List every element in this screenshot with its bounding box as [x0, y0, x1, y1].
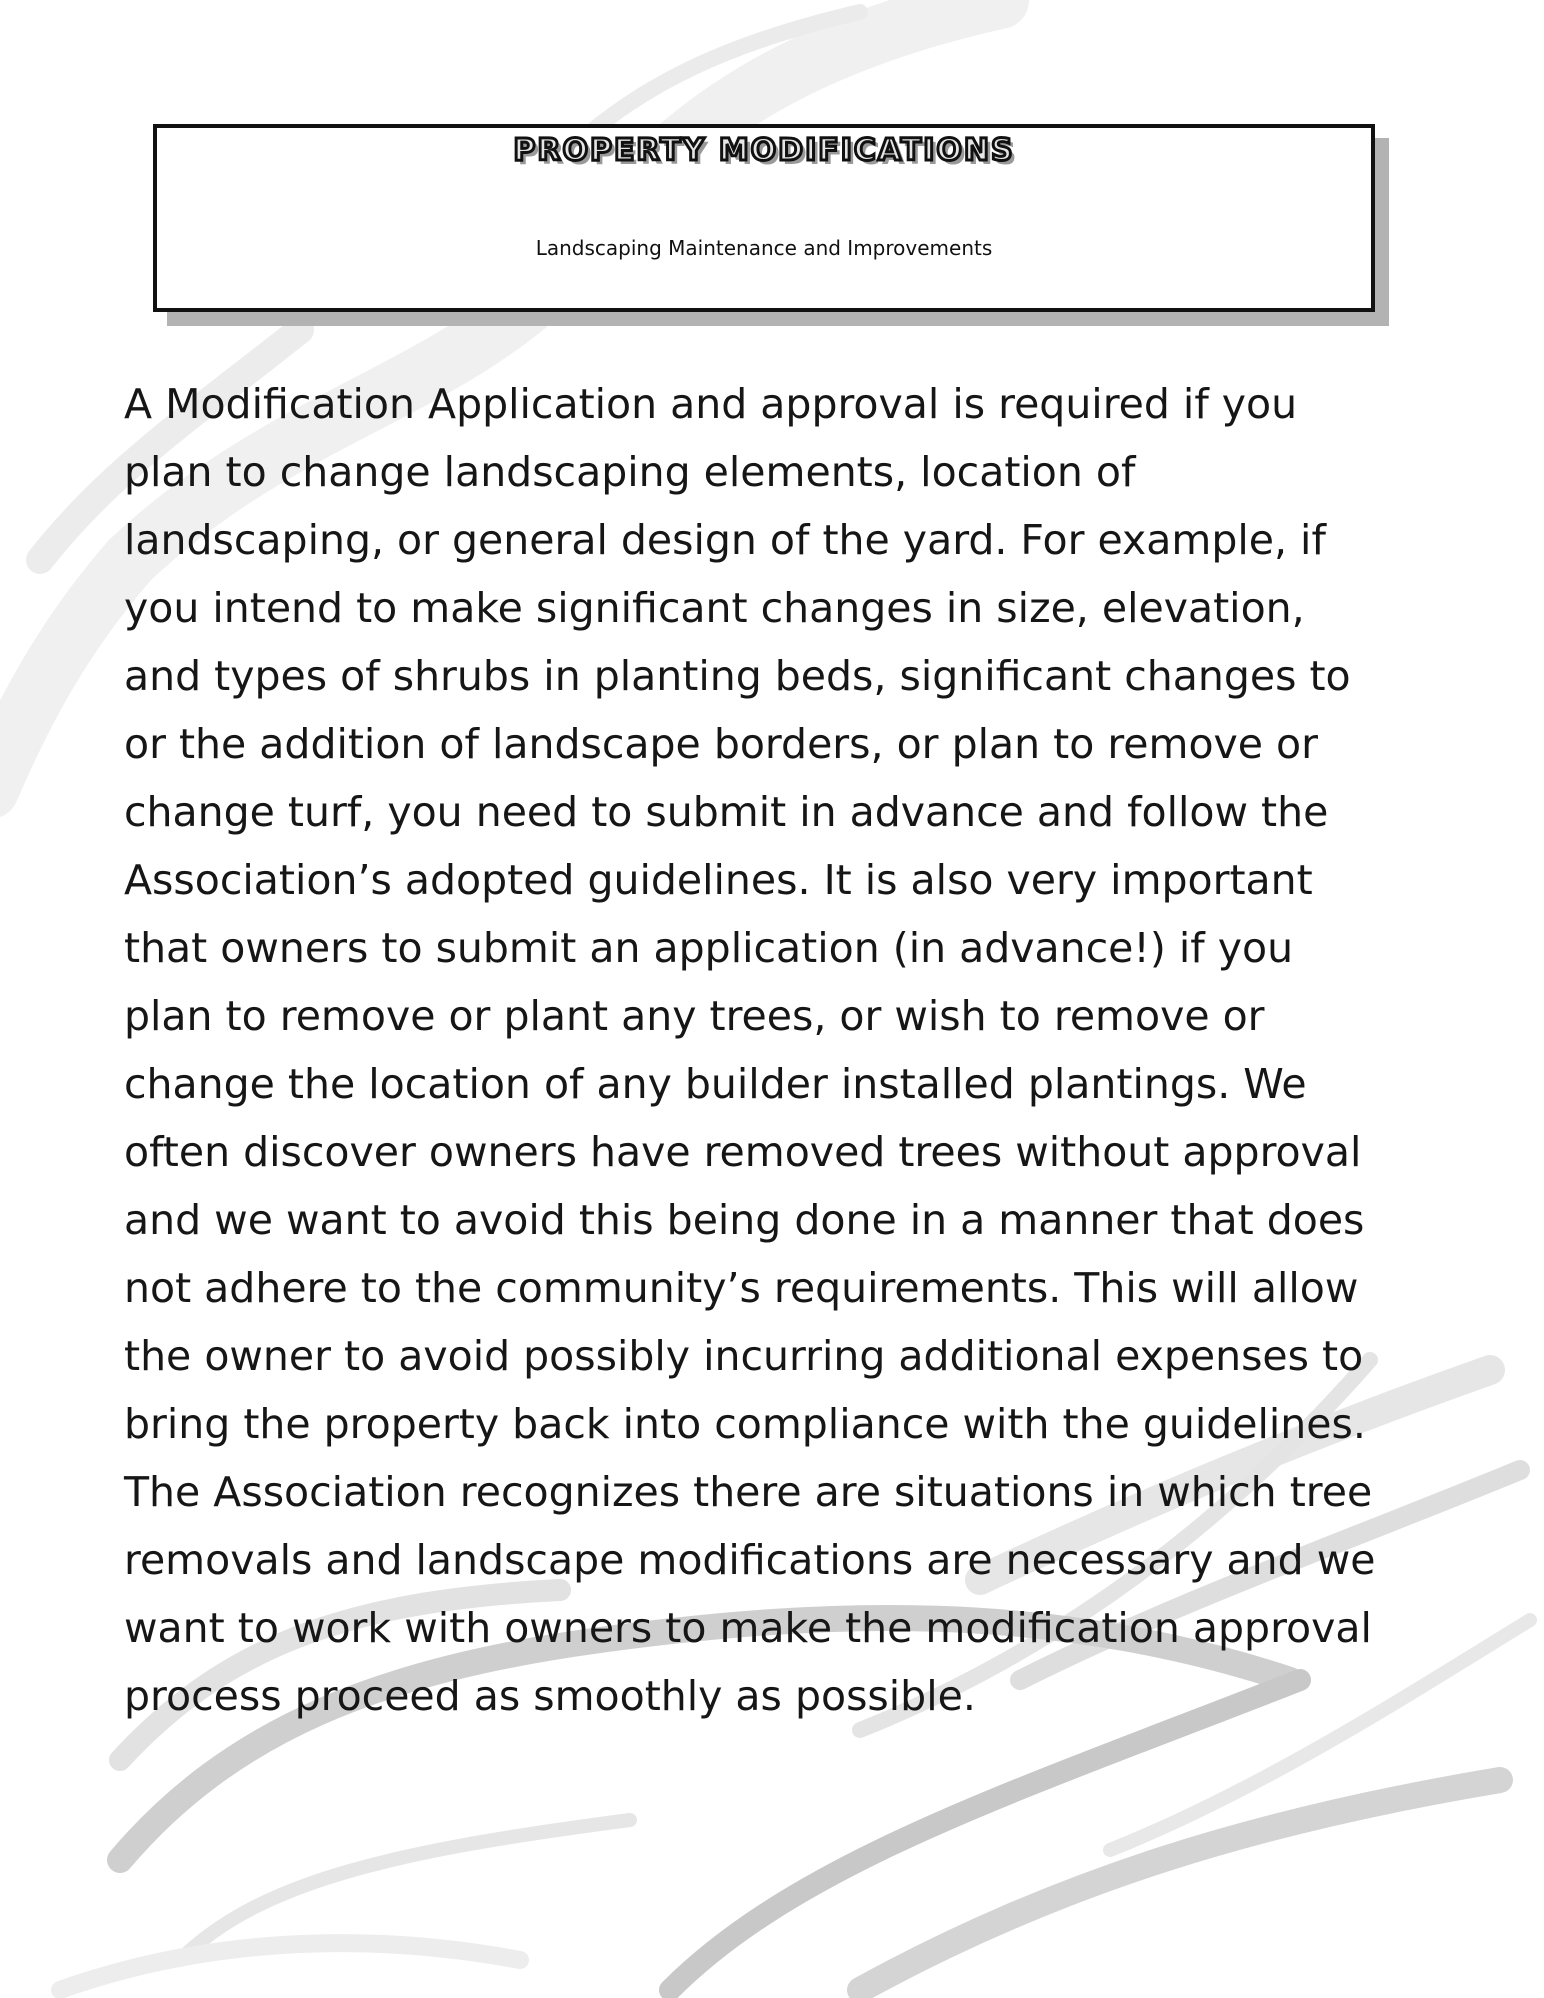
body-line: process proceed as smoothly as possible.: [124, 1672, 976, 1720]
body-line: or the addition of landscape borders, or plan to remove or: [124, 720, 1318, 768]
body-line: you intend to make significant changes in size, elevation,: [124, 584, 1305, 632]
body-line: Association’s adopted guidelines. It is also very important: [124, 856, 1313, 904]
swoosh-bottom-soft: [60, 1943, 520, 1990]
body-line: change turf, you need to submit in advance and follow the: [124, 788, 1329, 836]
body-line: A Modification Application and approval is required if you: [124, 380, 1298, 428]
body-line: not adhere to the community’s requirements. This will allow: [124, 1264, 1359, 1312]
body-line: and types of shrubs in planting beds, significant changes to: [124, 652, 1351, 700]
body-line: want to work with owners to make the modification approval: [124, 1604, 1372, 1652]
body-line: removals and landscape modifications are necessary and we: [124, 1536, 1376, 1584]
body-line: the owner to avoid possibly incurring additional expenses to: [124, 1332, 1364, 1380]
body-line: plan to remove or plant any trees, or wish to remove or: [124, 992, 1265, 1040]
body-line: often discover owners have removed trees without approval: [124, 1128, 1362, 1176]
body-line: bring the property back into compliance with the guidelines.: [124, 1400, 1366, 1448]
page-subtitle: Landscaping Maintenance and Improvements: [535, 236, 993, 260]
body-line: landscaping, or general design of the yard. For example, if: [124, 516, 1326, 564]
page-title: PROPERTY MODIFICATIONS: [513, 133, 1015, 168]
body-line: plan to change landscaping elements, location of: [124, 448, 1136, 496]
body-line: change the location of any builder installed plantings. We: [124, 1060, 1307, 1108]
body-line: and we want to avoid this being done in a manner that does: [124, 1196, 1365, 1244]
body-paragraph: [124, 370, 1434, 1730]
title-box: [153, 124, 1375, 312]
body-line: that owners to submit an application (in advance!) if you: [124, 924, 1294, 972]
body-line: The Association recognizes there are situations in which tree: [124, 1468, 1373, 1516]
